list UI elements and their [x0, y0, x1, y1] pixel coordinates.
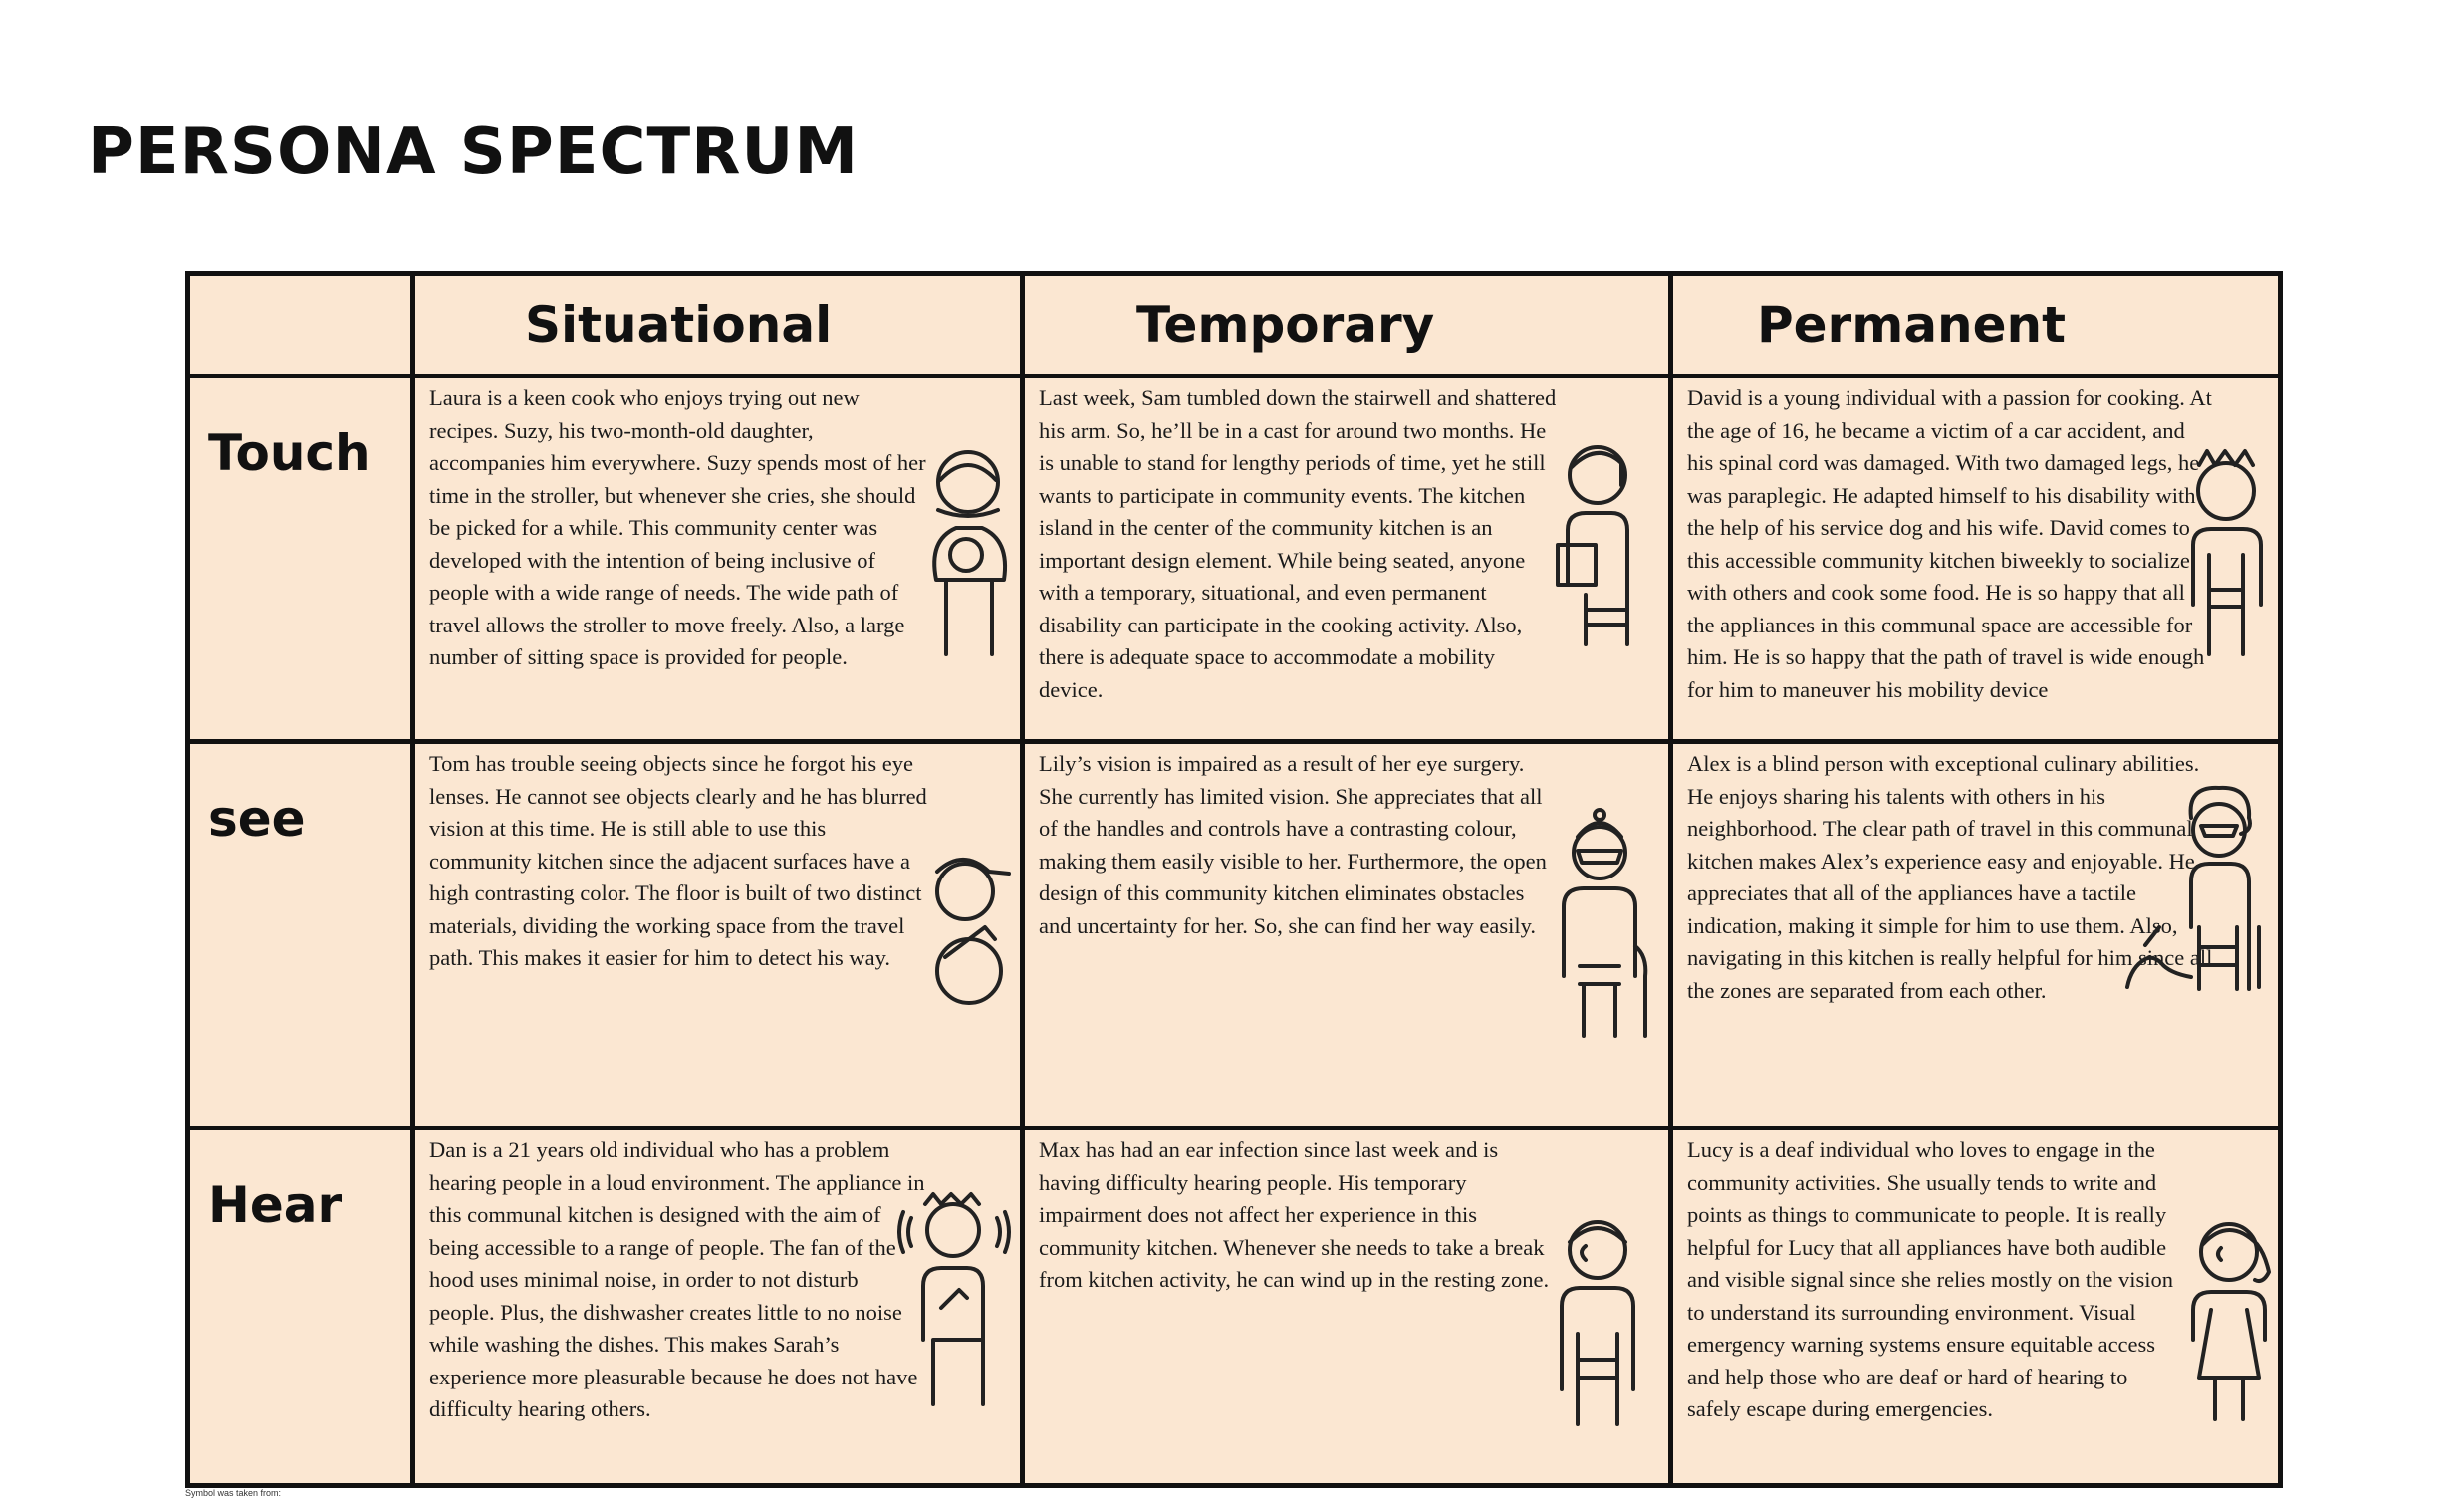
- persona-description: Tom has trouble seeing objects since he forgot his eye lenses. He cannot see objects clearly and he has blurred vision at this time. He is still able to use this community kitchen since the adjacent surfaces have a high contrasting color. The floor is built of two distinct materials, dividing the working space from the travel path. This makes it easier for him to detect his way.: [429, 751, 927, 970]
- person-cap-icon: [923, 848, 1023, 1007]
- persona-spectrum-table: [185, 271, 2283, 1488]
- cell-touch-permanent: [1673, 378, 2278, 744]
- cell-see-permanent: [1673, 744, 2278, 1130]
- cell-see-temporary: [1025, 744, 1673, 1130]
- column-header-temporary: Temporary: [1025, 276, 1673, 378]
- column-header-permanent: Permanent: [1673, 276, 2278, 378]
- person-blind-guide-dog-icon: [2119, 778, 2269, 1007]
- persona-description: David is a young individual with a passion for cooking. At the age of 16, he became a victim of a car accident, and his spinal cord was damaged. With two damaged legs, he was paraplegic. He adapted himself to his disability with the help of his service dog and his wife. David comes to this accessible community kitchen biweekly to socialize with others and cook some food. He is so happy that all the appliances in this communal space are accessible for him. He is so happy that the path of travel is wide enough for him to maneuver his mobility device: [1687, 385, 2212, 702]
- person-beanie-glasses-cane-icon: [1558, 807, 1652, 1046]
- cell-hear-temporary: [1025, 1130, 1673, 1483]
- row-header-hear: Hear: [190, 1130, 415, 1483]
- persona-description: Lily’s vision is impaired as a result of her eye surgery. She currently has limited vision. She appreciates that all of the handles and controls have a contrasting colour, making them easily visible to her. Furthermore, the open design of this community kitchen eliminates obstacles and uncertainty for her. So, she can find her way easily.: [1039, 751, 1547, 938]
- person-crown-hair-icon: [2185, 445, 2270, 669]
- persona-description: Dan is a 21 years old individual who has a problem hearing people in a loud environment. The appliance in this communal kitchen is designed with the aim of being accessible to a range of people. The fan of the hood uses minimal noise, in order to not disturb people. Plus, the dishwasher creates little to no noise while washing the dishes. This makes Sarah’s experience more pleasurable because he does not have difficulty hearing others.: [429, 1137, 925, 1421]
- cell-hear-permanent: [1673, 1130, 2278, 1483]
- person-ear-icon: [1556, 1210, 1640, 1439]
- corner-cell: [190, 276, 415, 378]
- parent-with-baby-icon: [918, 440, 1023, 669]
- persona-description: Alex is a blind person with exceptional culinary abilities. He enjoys sharing his talents with others in his neighborhood. The clear path of travel in this communal kitchen makes Alex’s experience easy and enjoyable. He appreciates that all of the appliances have a tactile indication, making it simple for him to use them. Also, navigating in this kitchen is really helpful for him since all the zones are separated from each other.: [1687, 751, 2213, 1003]
- row-header-see: see: [190, 744, 415, 1130]
- footnote: Symbol was taken from:: [185, 1488, 282, 1498]
- cell-see-situational: [415, 744, 1025, 1130]
- persona-description: Laura is a keen cook who enjoys trying out new recipes. Suzy, his two-month-old daughter, accompanies him everywhere. Suzy spends most of her time in the stroller, but whenever she cries, she should be picked for a while. This community center was developed with the intention of being inclusive of people with a wide range of needs. The wide path of travel allows the stroller to move freely. Also, a large number of sitting space is provided for people.: [429, 385, 926, 669]
- cell-hear-situational: [415, 1130, 1025, 1483]
- persona-description: Last week, Sam tumbled down the stairwell and shattered his arm. So, he’ll be in a cast for around two months. He is unable to stand for lengthy periods of time, yet he still wants to participate in community events. The kitchen island in the center of the community kitchen is an important design element. While being seated, anyone with a temporary, situational, and even permanent disability can participate in the cooking activity. Also, there is adequate space to accommodate a mobility device.: [1039, 385, 1557, 702]
- row-header-touch: Touch: [190, 378, 415, 744]
- column-header-situational: Situational: [415, 276, 1025, 378]
- person-ponytail-icon: [2185, 1210, 2280, 1439]
- cell-touch-temporary: [1025, 378, 1673, 744]
- persona-description: Lucy is a deaf individual who loves to engage in the community activities. She usually tends to write and points as things to communicate to people. It is really helpful for Lucy that all appliances have both audible and visible signal since she relies mostly on the vision to understand its surrounding environment. Visual emergency warning systems ensure equitable access and help those who are deaf or hard of hearing to safely escape during emergencies.: [1687, 1137, 2174, 1421]
- cell-touch-situational: [415, 378, 1025, 744]
- page-title: PERSONA SPECTRUM: [88, 116, 860, 189]
- person-loud-noise-icon: [897, 1190, 1022, 1419]
- persona-description: Max has had an ear infection since last week and is having difficulty hearing people. His temporary impairment does not affect her experience in this community kitchen. Whenever she needs to take a break from kitchen activity, he can wind up in the resting zone.: [1039, 1137, 1550, 1292]
- person-arm-cast-icon: [1556, 435, 1640, 664]
